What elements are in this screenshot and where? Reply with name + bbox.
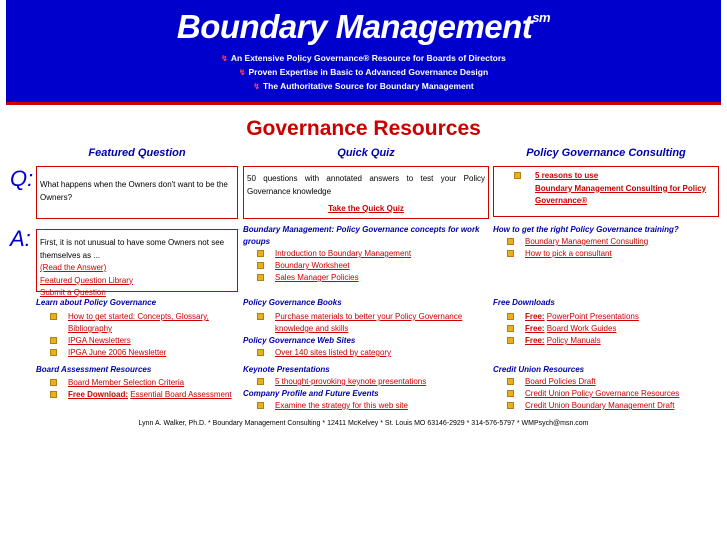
- read-answer-link[interactable]: (Read the Answer): [40, 263, 107, 272]
- bullet-icon: [257, 250, 264, 257]
- sales-manager-policies-link[interactable]: Sales Manager Policies: [275, 273, 359, 282]
- bullet-icon: [257, 349, 264, 356]
- tagline-2: [6, 67, 721, 77]
- service-mark: sm: [532, 10, 551, 25]
- websites-section: [243, 335, 489, 359]
- bolt-icon: ↯: [238, 68, 246, 77]
- tagline-text: Proven Expertise in Basic to Advanced Governance Design: [248, 67, 489, 77]
- list-item: [493, 323, 719, 335]
- bm-consulting-link[interactable]: Boundary Management Consulting: [525, 237, 649, 246]
- cu-boundary-draft-link[interactable]: Credit Union Boundary Management Draft: [525, 401, 675, 410]
- board-policies-draft-link[interactable]: Board Policies Draft: [525, 377, 596, 386]
- cu-pg-resources-link[interactable]: Credit Union Policy Governance Resources: [525, 389, 680, 398]
- footer-contact: Lynn A. Walker, Ph.D. * Boundary Management Consulting * 12411 McKelvey * St. Louis MO 63146-2929 * 314-576-5797 * WMPsych@msn.com: [138, 420, 589, 427]
- ipga-june-newsletter-link[interactable]: IPGA June 2006 Newsletter: [68, 348, 167, 357]
- section-heading: Board Assessment Resources: [36, 365, 152, 374]
- pick-consultant-link[interactable]: How to pick a consultant: [525, 249, 612, 258]
- list-item: [243, 400, 489, 412]
- list-item: [493, 388, 719, 400]
- free-download-label[interactable]: Free Download:: [68, 390, 129, 399]
- header-banner: [6, 0, 721, 105]
- boundary-worksheet-link[interactable]: Boundary Worksheet: [275, 261, 350, 270]
- featured-question-heading: Featured Question: [88, 147, 186, 159]
- consulting-link[interactable]: Boundary Management Consulting for Policy Governance®: [535, 183, 707, 205]
- section-heading: Credit Union Resources: [493, 365, 585, 374]
- list-item: [36, 311, 238, 335]
- list-item: [243, 272, 489, 284]
- bolt-icon: ↯: [253, 82, 260, 91]
- board-assessment-link[interactable]: Essential Board Assessment: [130, 390, 232, 399]
- list-item: [243, 347, 489, 359]
- tagline-3: [6, 81, 721, 91]
- consulting-heading: Policy Governance Consulting: [526, 147, 686, 159]
- consulting-item: [497, 170, 715, 208]
- web-sites-link[interactable]: Over 140 sites listed by category: [275, 348, 392, 357]
- bullet-icon: [507, 390, 514, 397]
- section-heading: Keynote Presentations: [243, 365, 330, 374]
- bullet-icon: [507, 325, 514, 332]
- bullet-icon: [257, 313, 264, 320]
- policy-manuals-link[interactable]: Policy Manuals: [546, 336, 601, 345]
- question-marker: Q:: [10, 166, 34, 191]
- site-title: [6, 8, 721, 46]
- books-section: [243, 297, 489, 335]
- learn-section: [36, 297, 238, 359]
- keynote-section: [243, 364, 489, 388]
- list-item: [243, 248, 489, 260]
- question-library-link[interactable]: Featured Question Library: [40, 275, 133, 285]
- list-item: [493, 248, 719, 260]
- strategy-link[interactable]: Examine the strategy for this web site: [275, 401, 408, 410]
- get-started-link[interactable]: How to get started: Concepts, Glossary, Bibliography: [68, 312, 209, 333]
- downloads-section: [493, 297, 719, 347]
- bullet-icon: [507, 402, 514, 409]
- list-item: [36, 335, 238, 347]
- page-title: Governance Resources: [246, 117, 481, 140]
- free-label[interactable]: Free:: [525, 312, 545, 321]
- answer-text: First, it is not unusual to have some Owners not see themselves as ...: [40, 238, 225, 260]
- question-text: What happens when the Owners don't want to be the Owners?: [40, 180, 228, 202]
- bullet-icon: [257, 378, 264, 385]
- bullet-icon: [257, 402, 264, 409]
- tagline-text: The Authoritative Source for Boundary Management: [262, 81, 474, 91]
- quiz-description: 50 questions with annotated answers to test your Policy Governance knowledge: [247, 174, 485, 196]
- bullet-icon: [507, 250, 514, 257]
- bullet-icon: [507, 238, 514, 245]
- intro-boundary-link[interactable]: Introduction to Boundary Management: [275, 249, 412, 258]
- company-section: [243, 388, 489, 412]
- list-item: [36, 377, 238, 389]
- tagline-text: An Extensive Policy Governance® Resource for Boards of Directors: [230, 53, 506, 63]
- purchase-materials-link[interactable]: Purchase materials to better your Policy Governance knowledge and skills: [275, 312, 463, 333]
- list-item: [36, 389, 238, 401]
- keynote-link[interactable]: 5 thought-provoking keynote presentations: [275, 377, 427, 386]
- section-heading: Free Downloads: [493, 298, 555, 307]
- bullet-icon: [50, 313, 57, 320]
- list-item: [36, 347, 238, 359]
- bullet-icon: [507, 313, 514, 320]
- concepts-section: [243, 224, 489, 284]
- quiz-box: [243, 166, 489, 219]
- powerpoint-link[interactable]: PowerPoint Presentations: [546, 312, 639, 321]
- free-label[interactable]: Free:: [525, 336, 545, 345]
- list-item: [243, 260, 489, 272]
- list-item: [243, 311, 489, 335]
- answer-marker: A:: [10, 226, 31, 251]
- bullet-icon: [257, 262, 264, 269]
- list-item: [243, 376, 489, 388]
- five-reasons-link[interactable]: 5 reasons to use: [535, 171, 599, 180]
- list-item: [493, 400, 719, 412]
- work-guides-link[interactable]: Board Work Guides: [546, 324, 617, 333]
- free-label[interactable]: Free:: [525, 324, 545, 333]
- ipga-newsletters-link[interactable]: IPGA Newsletters: [68, 336, 131, 345]
- brand-name: Boundary Management: [176, 8, 533, 45]
- take-quiz-link[interactable]: Take the Quick Quiz: [328, 204, 404, 213]
- section-heading: Policy Governance Web Sites: [243, 336, 356, 345]
- bolt-icon: ↯: [221, 54, 228, 63]
- list-item: [493, 335, 719, 347]
- quick-quiz-heading: Quick Quiz: [337, 147, 395, 159]
- bullet-icon: [50, 349, 57, 356]
- assessment-section: [36, 364, 238, 401]
- bullet-icon: [507, 378, 514, 385]
- section-heading: Learn about Policy Governance: [36, 298, 157, 307]
- answer-box: [36, 229, 238, 297]
- bullet-icon: [50, 379, 57, 386]
- section-heading: How to get the right Policy Governance training?: [493, 225, 679, 234]
- selection-criteria-link[interactable]: Board Member Selection Criteria: [68, 378, 185, 387]
- bullet-icon: [507, 337, 514, 344]
- tagline-1: [6, 53, 721, 63]
- bullet-icon: [257, 274, 264, 281]
- training-section: [493, 224, 719, 260]
- bullet-icon: [50, 391, 57, 398]
- section-heading: Policy Governance Books: [243, 298, 342, 307]
- credit-union-section: [493, 364, 719, 412]
- submit-question-link[interactable]: Submit a Question: [40, 288, 106, 297]
- list-item: [493, 311, 719, 323]
- list-item: [493, 376, 719, 388]
- bullet-icon: [50, 337, 57, 344]
- list-item: [493, 236, 719, 248]
- section-heading: Boundary Management: Policy Governance concepts for work groups: [243, 225, 480, 246]
- bullet-icon: [514, 172, 521, 179]
- section-heading: Company Profile and Future Events: [243, 389, 379, 398]
- consulting-box: [493, 166, 719, 217]
- question-box: [36, 166, 238, 219]
